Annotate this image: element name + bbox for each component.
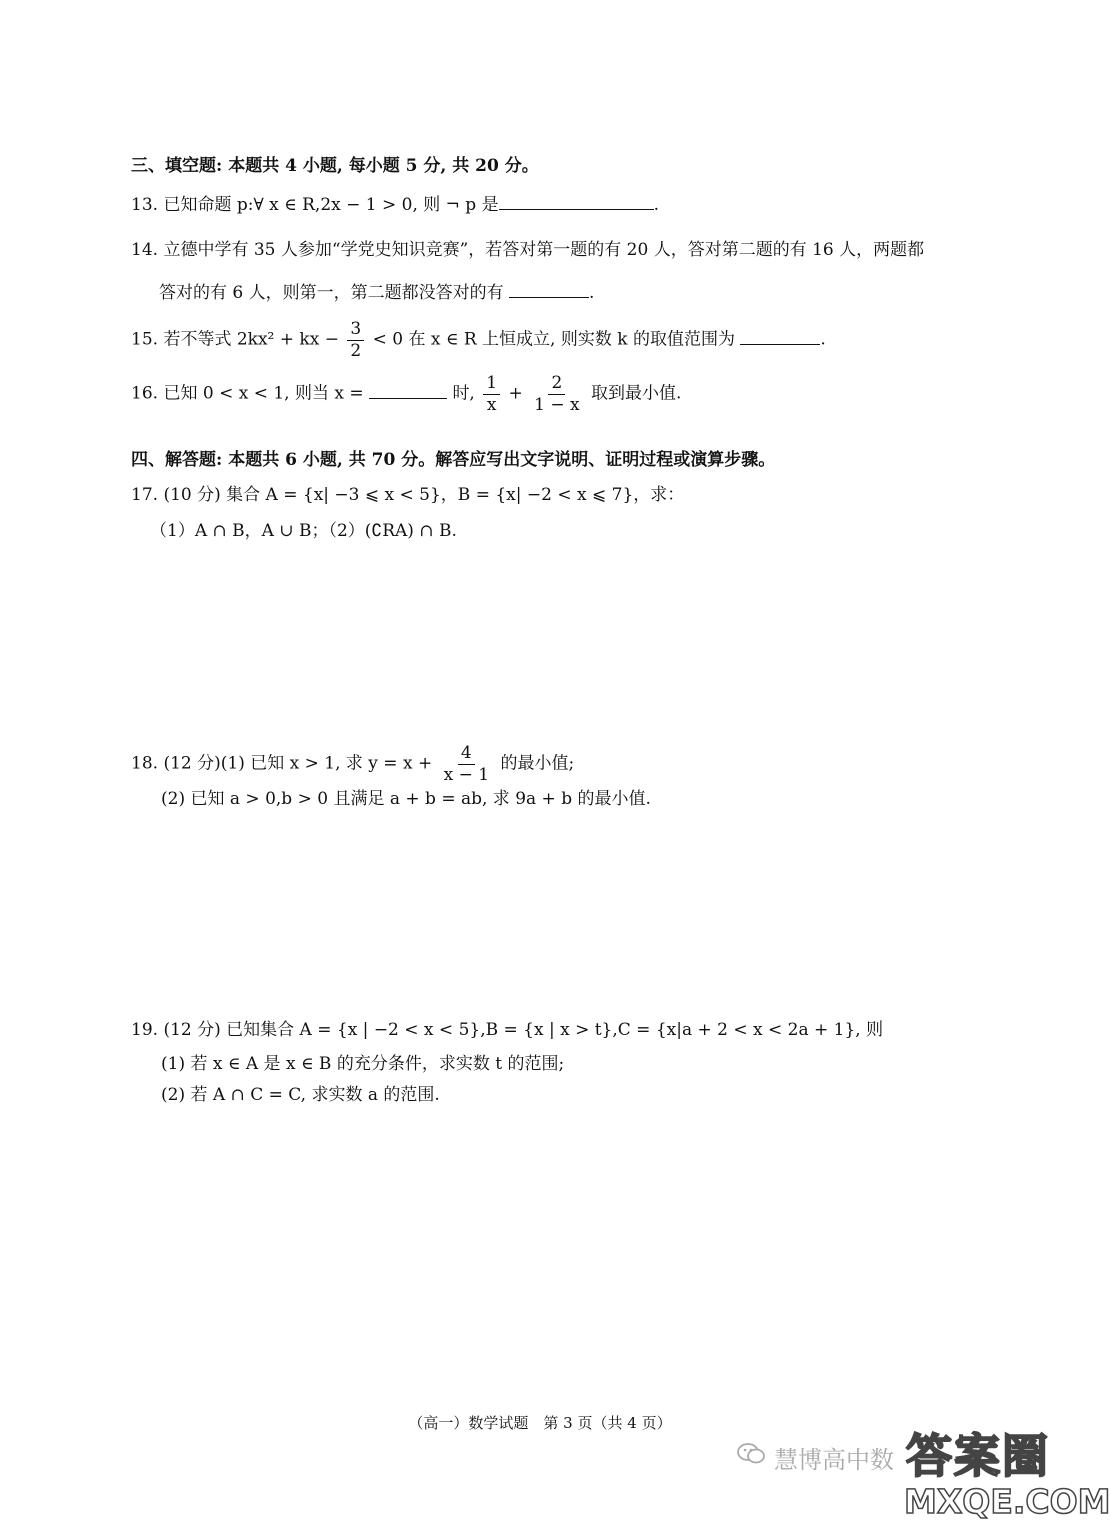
q16-frac1-numerator: 1 (483, 374, 500, 395)
q13-num: 13. (131, 195, 159, 215)
q13-text: 已知命题 p:∀ x ∈ R,2x − 1 > 0, 则 ¬ p 是 (163, 195, 499, 215)
question-19-line3: (2) 若 A ∩ C = C, 求实数 a 的范围. (161, 1085, 440, 1105)
q18-fraction (441, 744, 492, 784)
q16-fraction-2 (531, 374, 582, 414)
section-4-header: 四、解答题: 本题共 6 小题, 共 70 分。解答应写出文字说明、证明过程或演算步骤。 (131, 450, 776, 470)
question-16 (131, 374, 681, 414)
q15-text-b: < 0 在 x ∈ R 上恒成立, 则实数 k 的取值范围为 (372, 329, 735, 350)
q15-fraction (347, 320, 364, 360)
q16-text-c: 取到最小值. (591, 383, 682, 404)
question-14-line1: 14. 立德中学有 35 人参加“学党史知识竞赛”，若答对第一题的有 20 人，答对第二题的有 16 人，两题都 (131, 240, 925, 260)
q15-frac-numerator: 3 (347, 320, 364, 341)
question-14-line2 (159, 281, 594, 302)
question-13 (131, 193, 659, 214)
question-19-line1: 19. (12 分) 已知集合 A = {x | −2 < x < 5},B = {x | x > t},C = {x|a + 2 < x < 2a + 1}, 则 (131, 1020, 884, 1040)
watermark-site: MXQE.COM (904, 1482, 1111, 1521)
q14-line2-text: 答对的有 6 人，则第一，第二题都没答对的有 (159, 283, 504, 303)
question-19-line2: (1) 若 x ∈ A 是 x ∈ B 的充分条件，求实数 t 的范围; (161, 1054, 565, 1074)
q16-frac2-numerator: 2 (548, 374, 565, 395)
q13-answer-blank[interactable] (499, 193, 654, 210)
q18-frac-numerator: 4 (458, 744, 475, 765)
q18-text-b: 的最小值; (500, 753, 575, 774)
q16-text-b: 时, (452, 383, 475, 404)
question-18-line2: (2) 已知 a > 0,b > 0 且满足 a + b = ab, 求 9a + b 的最小值. (161, 789, 651, 809)
q16-frac1-denominator: x (486, 394, 497, 415)
q15-text-a: 15. 若不等式 2kx² + kx − (131, 329, 339, 350)
q16-text-a: 16. 已知 0 < x < 1, 则当 x = (131, 383, 364, 404)
q18-frac-denominator: x − 1 (443, 764, 490, 785)
q16-plus: + (508, 383, 523, 404)
question-18-line1 (131, 744, 574, 784)
q14-period: . (589, 283, 595, 303)
q16-frac2-denominator: 1 − x (534, 394, 580, 415)
watermark-logo (900, 1420, 1111, 1525)
q16-answer-blank[interactable] (369, 382, 447, 399)
section-3-header: 三、填空题: 本题共 4 小题, 每小题 5 分, 共 20 分。 (131, 156, 539, 176)
q13-period: . (653, 195, 660, 215)
page-footer: （高一）数学试题 第 3 页（共 4 页） (408, 1414, 672, 1432)
question-17-line2: （1）A ∩ B，A ∪ B；（2）(∁RA) ∩ B. (150, 521, 457, 541)
watermark-logo-text: 答案圈 (906, 1429, 1050, 1483)
wechat-icon (736, 1440, 766, 1466)
q18-text-a: 18. (12 分)(1) 已知 x > 1, 求 y = x + (131, 753, 433, 774)
q15-period: . (820, 329, 826, 350)
question-17-line1: 17. (10 分) 集合 A = {x| −3 ⩽ x < 5}，B = {x| −2 < x ⩽ 7}，求： (131, 485, 685, 505)
q14-answer-blank[interactable] (509, 281, 589, 298)
q15-answer-blank[interactable] (740, 328, 820, 345)
watermark-text: 慧博高中数 (774, 1446, 894, 1474)
q16-fraction-1 (483, 374, 500, 414)
question-15 (131, 320, 826, 360)
q15-frac-denominator: 2 (350, 340, 362, 361)
